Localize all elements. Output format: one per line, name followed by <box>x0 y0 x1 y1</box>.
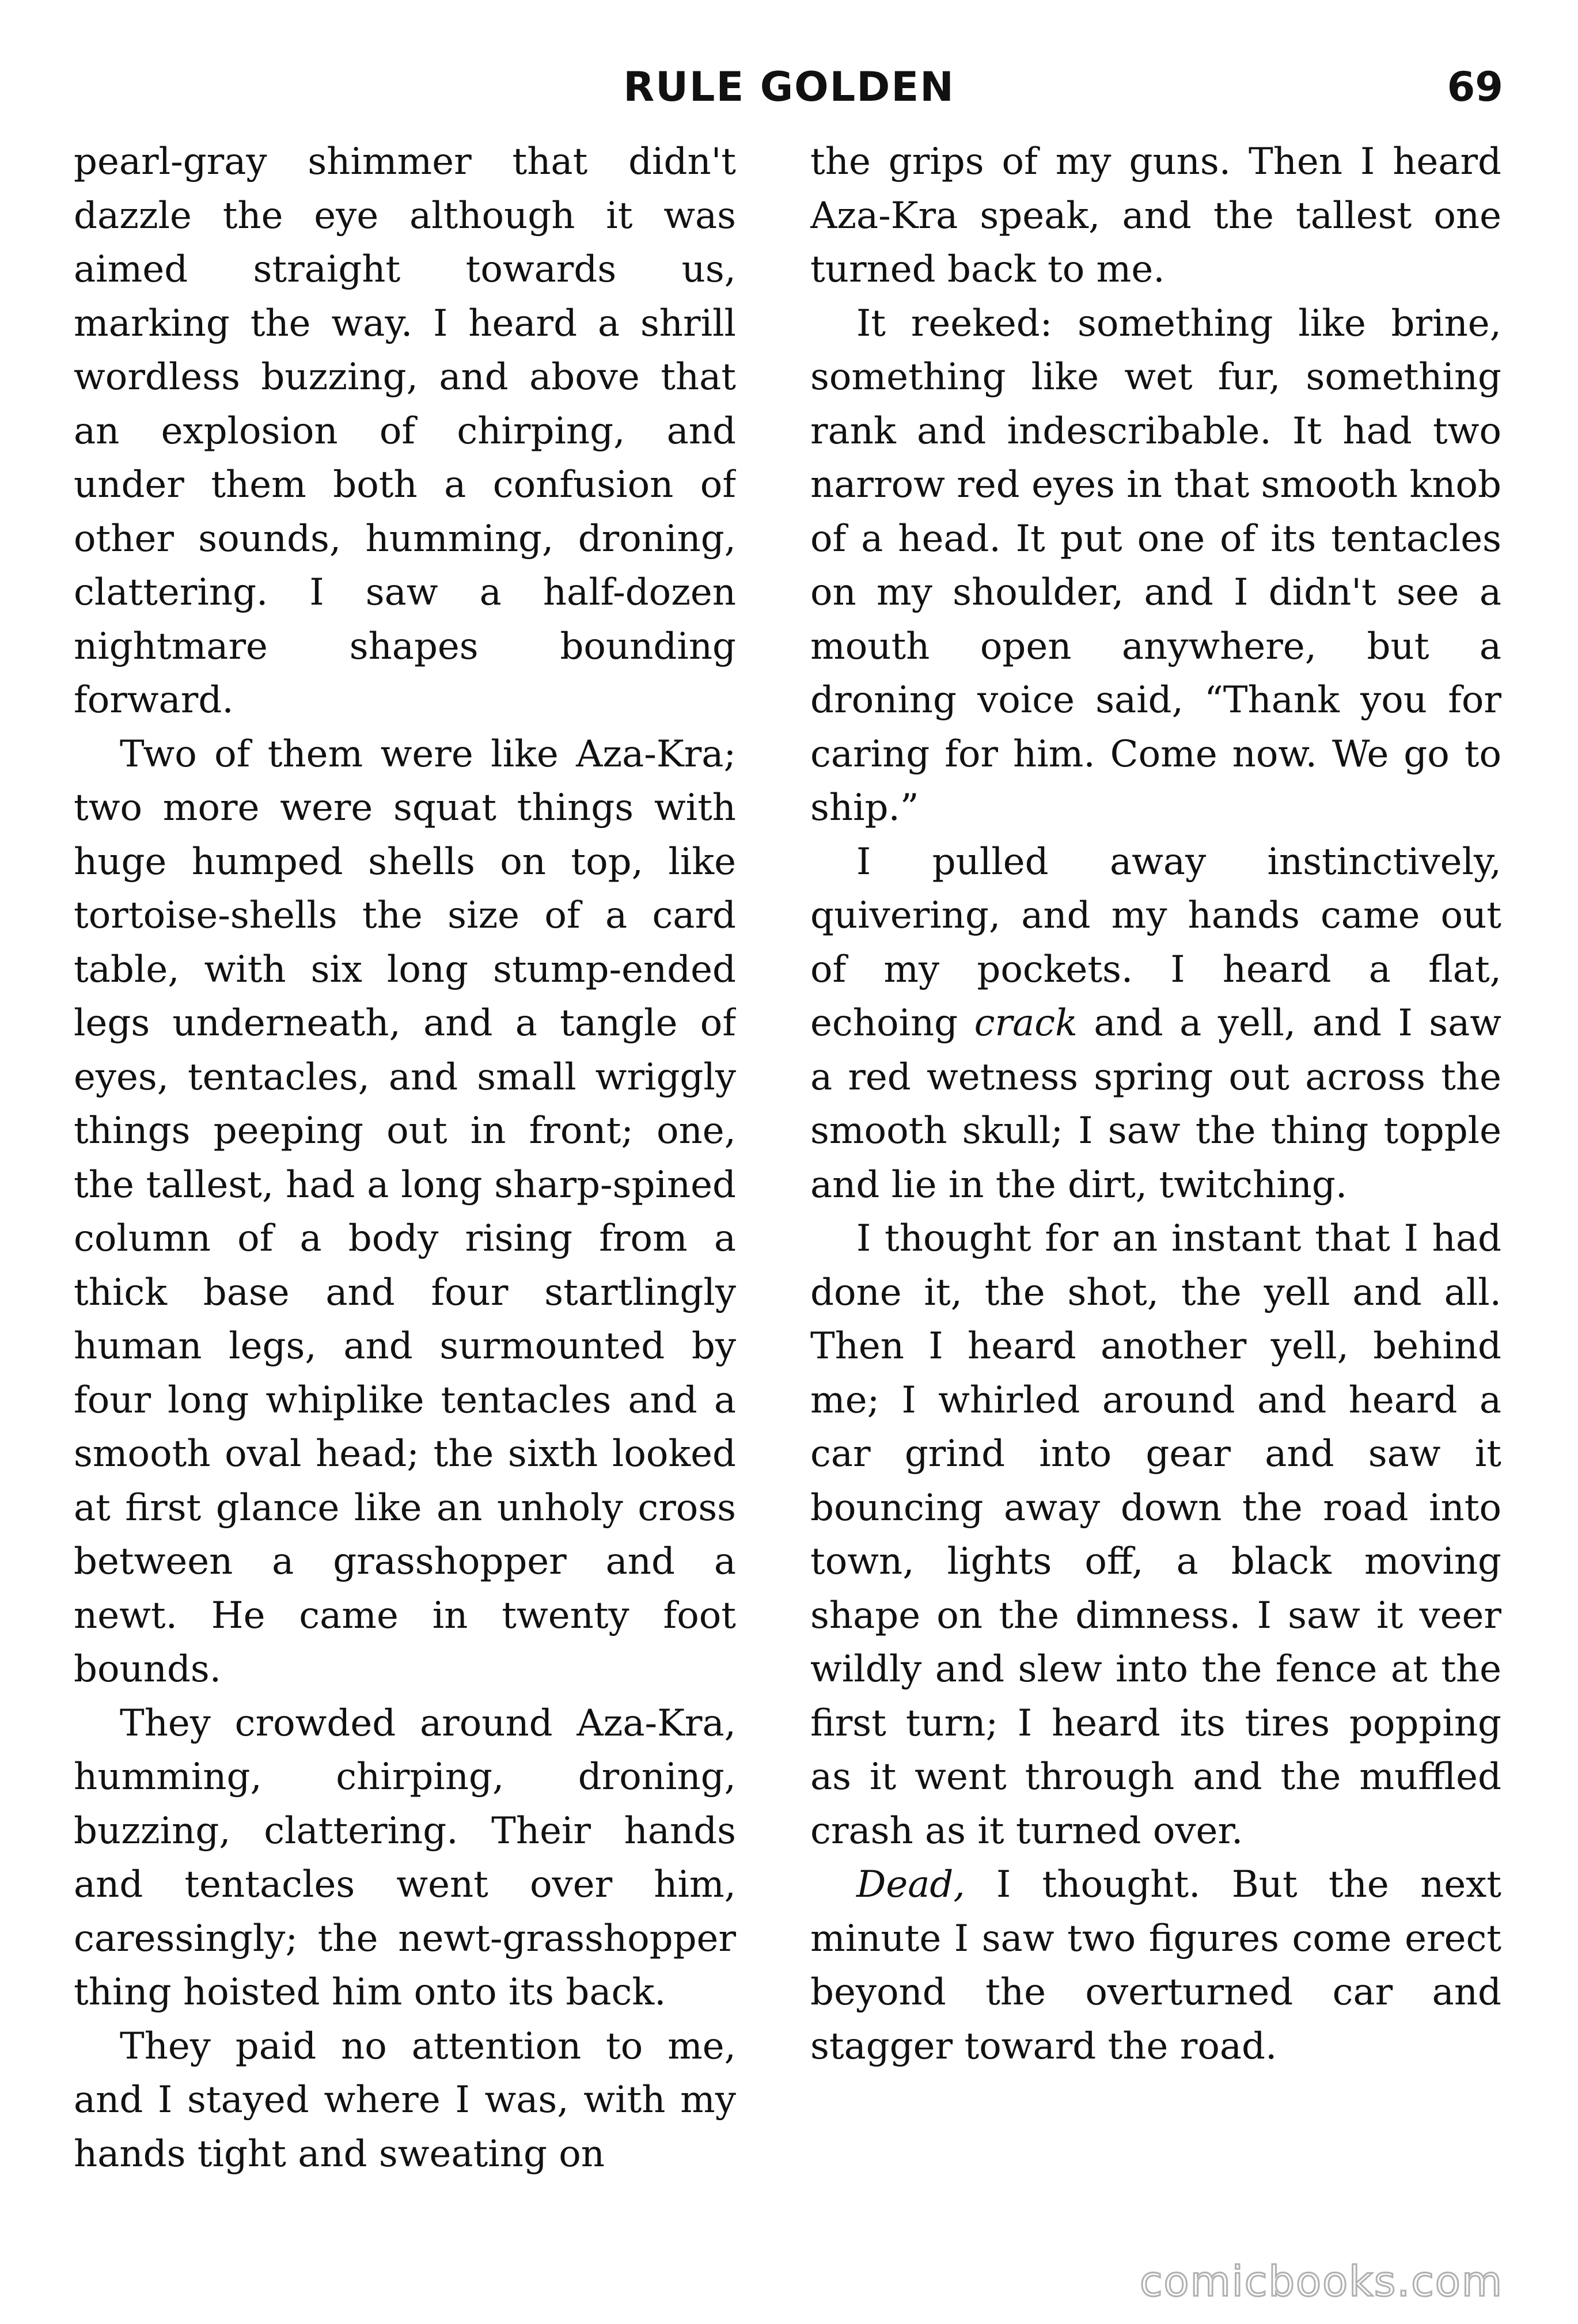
page-number: 69 <box>1447 63 1503 111</box>
paragraph: They crowded around Aza-Kra, humming, chirping, droning, buzzing, clattering. Their hands and tentacles went over him, caressingly; the newt-grasshopper thing hoisted him onto its back. <box>74 1702 736 2014</box>
paragraph: the grips of my guns. Then I heard Aza-Kra speak, and the tallest one turned back to me. <box>810 140 1501 291</box>
italic-word: crack <box>974 1002 1078 1045</box>
paragraph: It reeked: something like brine, something like wet fur, something rank and indescribable. It had two narrow red eyes in that smooth knob of a head. It put one of its tentacles on my shoulder, and I didn't see a mouth open anywhere, but a droning voice said, “Thank you for caring for him. Come now. We go to ship.” <box>810 302 1501 829</box>
paragraph: I thought for an instant that I had done it, the shot, the yell and all. Then I heard another yell, behind me; I whirled around and heard a car grind into gear and saw it bouncing away down the road into town, lights off, a black moving shape on the dimness. I saw it veer wildly and slew into the fence at the first turn; I heard its tires popping as it went through and the muffled crash as it turned over. <box>810 1217 1501 1852</box>
italic-word: Dead, <box>856 1863 965 1906</box>
watermark: comicbooks.com <box>1139 2257 1503 2306</box>
text-column-left <box>74 135 736 2266</box>
text-column-right <box>810 135 1501 2266</box>
paragraph <box>810 836 1501 1213</box>
paragraph <box>810 1858 1501 2074</box>
paragraph: Two of them were like Aza-Kra; two more were squat things with huge humped shells on top, like tortoise-shells the size of a card table, with six long stump-ended legs underneath, and a tangle of eyes, tentacles, and small wriggly things peeping out in front; one, the tallest, had a long sharp-spined column of a body rising from a thick base and four startlingly human legs, and surmounted by four long whiplike tentacles and a smooth oval head; the sixth looked at first glance like an unholy cross between a grasshopper and a newt. He came in twenty foot bounds. <box>74 732 736 1691</box>
text-run: I thought. But the next minute I saw two figures come erect beyond the overturned car and stagger toward the road. <box>810 1863 1501 2068</box>
paragraph: They paid no attention to me, and I stayed where I was, with my hands tight and sweating on <box>74 2025 736 2175</box>
text-run: and a yell, and I saw a red wetness spring out across the smooth skull; I saw the thing topple and lie in the dirt, twitching. <box>810 1002 1501 1206</box>
paragraph: pearl-gray shimmer that didn't dazzle the eye although it was aimed straight towards us, marking the way. I heard a shrill wordless buzzing, and above that an explosion of chirping, and under them both a confusion of other sounds, humming, droning, clattering. I saw a half-dozen nightmare shapes bounding forward. <box>74 140 736 721</box>
running-title: RULE GOLDEN <box>623 63 955 111</box>
text-run: I pulled away instinctively, quivering, and my hands came out of my pockets. I heard a flat, echoing <box>810 840 1501 1045</box>
page-header <box>0 63 1578 127</box>
